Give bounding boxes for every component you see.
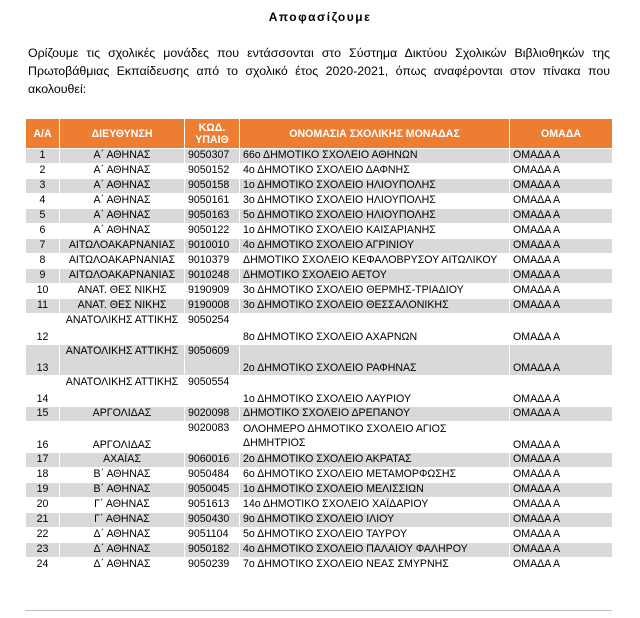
row-number: 1: [26, 149, 60, 164]
row-group: ΟΜΑΔΑ Α: [510, 422, 613, 453]
table-row: [26, 314, 613, 345]
row-code: 9020083: [185, 422, 240, 453]
row-code: 9010248: [185, 269, 240, 284]
row-number: 11: [26, 299, 60, 314]
row-directorate: Β΄ ΑΘΗΝΑΣ: [60, 468, 185, 483]
row-group: ΟΜΑΔΑ Α: [510, 345, 613, 376]
row-school-name: 9ο ΔΗΜΟΤΙΚΟ ΣΧΟΛΕΙΟ ΙΛΙΟΥ: [240, 513, 510, 528]
row-number: 9: [26, 269, 60, 284]
table-row: [26, 498, 613, 513]
row-code: 9050609: [185, 345, 240, 376]
row-number: 19: [26, 483, 60, 498]
row-number: 17: [26, 453, 60, 468]
header-directorate: ΔΙΕΥΘΥΝΣΗ: [60, 119, 185, 149]
row-number: 8: [26, 254, 60, 269]
row-code: 9050239: [185, 558, 240, 573]
row-school-name: 1ο ΔΗΜΟΤΙΚΟ ΣΧΟΛΕΙΟ ΛΑΥΡΙΟΥ: [240, 376, 510, 407]
row-code: 9051104: [185, 528, 240, 543]
table-row: [26, 269, 613, 284]
row-code: 9050484: [185, 468, 240, 483]
row-directorate: ΑΝΑΤΟΛΙΚΗΣ ΑΤΤΙΚΗΣ: [60, 345, 185, 376]
row-directorate: ΑΙΤΩΛΟΑΚΑΡΝΑΝΙΑΣ: [60, 269, 185, 284]
row-number: 14: [26, 376, 60, 407]
row-directorate: Γ΄ ΑΘΗΝΑΣ: [60, 513, 185, 528]
row-directorate: Β΄ ΑΘΗΝΑΣ: [60, 483, 185, 498]
row-school-name: 3ο ΔΗΜΟΤΙΚΟ ΣΧΟΛΕΙΟ ΘΕΣΣΑΛΟΝΙΚΗΣ: [240, 299, 510, 314]
row-directorate: Δ΄ ΑΘΗΝΑΣ: [60, 543, 185, 558]
row-group: ΟΜΑΔΑ Α: [510, 209, 613, 224]
row-number: 23: [26, 543, 60, 558]
header-code-line2: ΥΠΑΙΘ: [195, 133, 229, 146]
row-number: 5: [26, 209, 60, 224]
row-code: 9050161: [185, 194, 240, 209]
row-school-name: 2ο ΔΗΜΟΤΙΚΟ ΣΧΟΛΕΙΟ ΑΚΡΑΤΑΣ: [240, 453, 510, 468]
row-number: 18: [26, 468, 60, 483]
row-school-name: ΔΗΜΟΤΙΚΟ ΣΧΟΛΕΙΟ ΔΡΕΠΑΝΟΥ: [240, 407, 510, 422]
header-code: [185, 119, 240, 149]
row-group: ΟΜΑΔΑ Α: [510, 453, 613, 468]
table-row: [26, 558, 613, 573]
row-number: 2: [26, 164, 60, 179]
row-group: ΟΜΑΔΑ Α: [510, 543, 613, 558]
table-row: [26, 164, 613, 179]
row-directorate: Δ΄ ΑΘΗΝΑΣ: [60, 558, 185, 573]
row-number: 21: [26, 513, 60, 528]
row-group: ΟΜΑΔΑ Α: [510, 407, 613, 422]
row-school-name: 3ο ΔΗΜΟΤΙΚΟ ΣΧΟΛΕΙΟ ΗΛΙΟΥΠΟΛΗΣ: [240, 194, 510, 209]
row-code: 9050045: [185, 483, 240, 498]
row-directorate: ΑΙΤΩΛΟΑΚΑΡΝΑΝΙΑΣ: [60, 239, 185, 254]
row-number: 24: [26, 558, 60, 573]
row-number: 13: [26, 345, 60, 376]
row-school-name: 7ο ΔΗΜΟΤΙΚΟ ΣΧΟΛΕΙΟ ΝΕΑΣ ΣΜΥΡΝΗΣ: [240, 558, 510, 573]
row-group: ΟΜΑΔΑ Α: [510, 269, 613, 284]
row-group: ΟΜΑΔΑ Α: [510, 528, 613, 543]
row-group: ΟΜΑΔΑ Α: [510, 179, 613, 194]
table-row: [26, 543, 613, 558]
row-school-name: ΟΛΟΗΜΕΡΟ ΔΗΜΟΤΙΚΟ ΣΧΟΛΕΙΟ ΑΓΙΟΣ ΔΗΜΗΤΡΙΟΣ: [240, 422, 510, 453]
row-school-name: 5ο ΔΗΜΟΤΙΚΟ ΣΧΟΛΕΙΟ ΤΑΥΡΟΥ: [240, 528, 510, 543]
row-code: 9050254: [185, 314, 240, 345]
row-school-name: 1ο ΔΗΜΟΤΙΚΟ ΣΧΟΛΕΙΟ ΜΕΛΙΣΣΙΩΝ: [240, 483, 510, 498]
table-row: [26, 422, 613, 453]
row-directorate: Α΄ ΑΘΗΝΑΣ: [60, 149, 185, 164]
row-number: 10: [26, 284, 60, 299]
row-number: 15: [26, 407, 60, 422]
row-directorate: Α΄ ΑΘΗΝΑΣ: [60, 194, 185, 209]
schools-table: [25, 118, 613, 573]
row-directorate: Γ΄ ΑΘΗΝΑΣ: [60, 498, 185, 513]
row-number: 6: [26, 224, 60, 239]
row-group: ΟΜΑΔΑ Α: [510, 513, 613, 528]
row-school-name: 66ο ΔΗΜΟΤΙΚΟ ΣΧΟΛΕΙΟ ΑΘΗΝΩΝ: [240, 149, 510, 164]
row-group: ΟΜΑΔΑ Α: [510, 239, 613, 254]
row-code: 9050554: [185, 376, 240, 407]
row-code: 9050152: [185, 164, 240, 179]
row-school-name: ΔΗΜΟΤΙΚΟ ΣΧΟΛΕΙΟ ΚΕΦΑΛΟΒΡΥΣΟΥ ΑΙΤΩΛΙΚΟΥ: [240, 254, 510, 269]
row-school-name: 2ο ΔΗΜΟΤΙΚΟ ΣΧΟΛΕΙΟ ΡΑΦΗΝΑΣ: [240, 345, 510, 376]
table-row: [26, 376, 613, 407]
row-code: 9051613: [185, 498, 240, 513]
table-row: [26, 194, 613, 209]
table-body: [26, 149, 613, 573]
row-code: 9010379: [185, 254, 240, 269]
row-number: 16: [26, 422, 60, 453]
row-directorate: Α΄ ΑΘΗΝΑΣ: [60, 209, 185, 224]
row-directorate: Α΄ ΑΘΗΝΑΣ: [60, 179, 185, 194]
table-row: [26, 254, 613, 269]
row-directorate: ΑΝΑΤΟΛΙΚΗΣ ΑΤΤΙΚΗΣ: [60, 314, 185, 345]
table-row: [26, 209, 613, 224]
row-group: ΟΜΑΔΑ Α: [510, 299, 613, 314]
row-code: 9050122: [185, 224, 240, 239]
row-group: ΟΜΑΔΑ Α: [510, 314, 613, 345]
row-number: 3: [26, 179, 60, 194]
row-school-name: 4ο ΔΗΜΟΤΙΚΟ ΣΧΟΛΕΙΟ ΑΓΡΙΝΙΟΥ: [240, 239, 510, 254]
row-school-name: ΔΗΜΟΤΙΚΟ ΣΧΟΛΕΙΟ ΑΕΤΟΥ: [240, 269, 510, 284]
row-directorate: ΑΝΑΤ. ΘΕΣ ΝΙΚΗΣ: [60, 284, 185, 299]
table-row: [26, 345, 613, 376]
table-row: [26, 513, 613, 528]
row-directorate: ΑΙΤΩΛΟΑΚΑΡΝΑΝΙΑΣ: [60, 254, 185, 269]
row-directorate: Α΄ ΑΘΗΝΑΣ: [60, 224, 185, 239]
row-directorate: ΑΡΓΟΛΙΔΑΣ: [60, 407, 185, 422]
row-code: 9020098: [185, 407, 240, 422]
row-group: ΟΜΑΔΑ Α: [510, 376, 613, 407]
table-row: [26, 483, 613, 498]
row-directorate: ΑΝΑΤΟΛΙΚΗΣ ΑΤΤΙΚΗΣ: [60, 376, 185, 407]
row-school-name: 5ο ΔΗΜΟΤΙΚΟ ΣΧΟΛΕΙΟ ΗΛΙΟΥΠΟΛΗΣ: [240, 209, 510, 224]
intro-paragraph: Ορίζουμε τις σχολικές μονάδες που εντάσσονται στο Σύστημα Δικτύου Σχολικών Βιβλιοθηκών της Πρωτοβάθμιας Εκπαίδευσης από το σχολικό έτος 2020-2021, όπως αναφέρονται στον πίνακα που ακολουθεί:: [28, 46, 610, 96]
header-group: ΟΜΑΔΑ: [510, 119, 613, 149]
row-group: ΟΜΑΔΑ Α: [510, 224, 613, 239]
header-school-name: ΟΝΟΜΑΣΙΑ ΣΧΟΛΙΚΗΣ ΜΟΝΑΔΑΣ: [240, 119, 510, 149]
row-group: ΟΜΑΔΑ Α: [510, 498, 613, 513]
table-row: [26, 224, 613, 239]
row-school-name: 14ο ΔΗΜΟΤΙΚΟ ΣΧΟΛΕΙΟ ΧΑΪΔΑΡΙΟΥ: [240, 498, 510, 513]
row-group: ΟΜΑΔΑ Α: [510, 284, 613, 299]
row-school-name: 3ο ΔΗΜΟΤΙΚΟ ΣΧΟΛΕΙΟ ΘΕΡΜΗΣ-ΤΡΙΑΔΙΟΥ: [240, 284, 510, 299]
row-school-name: 4ο ΔΗΜΟΤΙΚΟ ΣΧΟΛΕΙΟ ΔΑΦΝΗΣ: [240, 164, 510, 179]
table-row: [26, 528, 613, 543]
row-group: ΟΜΑΔΑ Α: [510, 558, 613, 573]
row-directorate: ΑΝΑΤ. ΘΕΣ ΝΙΚΗΣ: [60, 299, 185, 314]
row-group: ΟΜΑΔΑ Α: [510, 164, 613, 179]
row-directorate: ΑΧΑΪΑΣ: [60, 453, 185, 468]
row-code: 9050430: [185, 513, 240, 528]
row-group: ΟΜΑΔΑ Α: [510, 254, 613, 269]
row-group: ΟΜΑΔΑ Α: [510, 149, 613, 164]
row-number: 7: [26, 239, 60, 254]
row-number: 20: [26, 498, 60, 513]
table-row: [26, 284, 613, 299]
decision-heading: Αποφασίζουμε: [268, 10, 372, 24]
table-row: [26, 239, 613, 254]
row-number: 12: [26, 314, 60, 345]
row-school-name: 4ο ΔΗΜΟΤΙΚΟ ΣΧΟΛΕΙΟ ΠΑΛΑΙΟΥ ΦΑΛΗΡΟΥ: [240, 543, 510, 558]
table-row: [26, 179, 613, 194]
row-school-name: 8ο ΔΗΜΟΤΙΚΟ ΣΧΟΛΕΙΟ ΑΧΑΡΝΩΝ: [240, 314, 510, 345]
row-school-name: 6ο ΔΗΜΟΤΙΚΟ ΣΧΟΛΕΙΟ ΜΕΤΑΜΟΡΦΩΣΗΣ: [240, 468, 510, 483]
row-code: 9190909: [185, 284, 240, 299]
header-num: Α/Α: [26, 119, 60, 149]
row-group: ΟΜΑΔΑ Α: [510, 194, 613, 209]
table-header-row: [26, 119, 613, 149]
table-row: [26, 149, 613, 164]
row-code: 9050307: [185, 149, 240, 164]
row-code: 9050182: [185, 543, 240, 558]
row-code: 9190008: [185, 299, 240, 314]
row-code: 9050158: [185, 179, 240, 194]
row-directorate: Α΄ ΑΘΗΝΑΣ: [60, 164, 185, 179]
row-number: 4: [26, 194, 60, 209]
row-code: 9010010: [185, 239, 240, 254]
row-directorate: ΑΡΓΟΛΙΔΑΣ: [60, 422, 185, 453]
row-code: 9050163: [185, 209, 240, 224]
row-number: 22: [26, 528, 60, 543]
row-directorate: Δ΄ ΑΘΗΝΑΣ: [60, 528, 185, 543]
row-school-name: 1ο ΔΗΜΟΤΙΚΟ ΣΧΟΛΕΙΟ ΗΛΙΟΥΠΟΛΗΣ: [240, 179, 510, 194]
table-row: [26, 299, 613, 314]
row-group: ΟΜΑΔΑ Α: [510, 468, 613, 483]
row-group: ΟΜΑΔΑ Α: [510, 483, 613, 498]
row-school-name: 1ο ΔΗΜΟΤΙΚΟ ΣΧΟΛΕΙΟ ΚΑΙΣΑΡΙΑΝΗΣ: [240, 224, 510, 239]
header-code-line1: ΚΩΔ.: [198, 121, 226, 134]
table-row: [26, 453, 613, 468]
table-row: [26, 468, 613, 483]
table-row: [26, 407, 613, 422]
row-code: 9060016: [185, 453, 240, 468]
